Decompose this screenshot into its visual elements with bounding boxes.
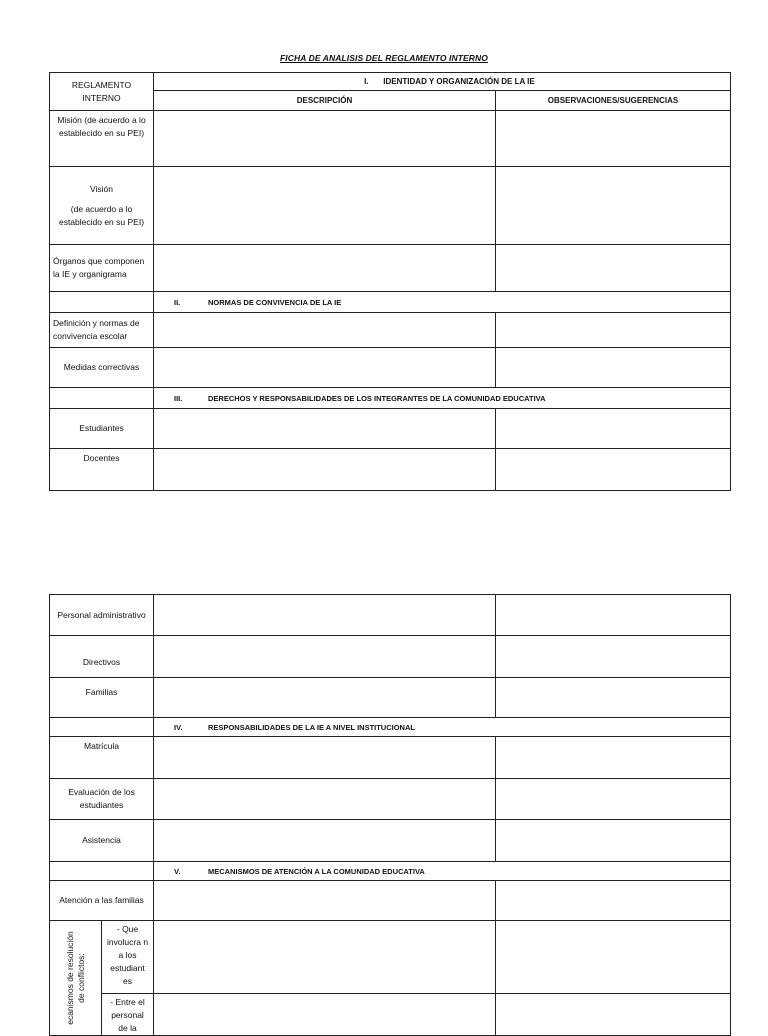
row-label-definicion: Definición y normas de convivencia escolar bbox=[50, 313, 154, 348]
sub-label-personal: - Entre el personal de la bbox=[102, 994, 154, 1036]
row-label-organos: Órganos que componen la IE y organigrama bbox=[50, 245, 154, 292]
cell-description[interactable] bbox=[154, 678, 496, 718]
cell-observations[interactable] bbox=[496, 881, 731, 921]
analysis-table-part-1 bbox=[49, 72, 731, 491]
section-header-4 bbox=[154, 718, 731, 737]
cell-observations[interactable] bbox=[496, 779, 731, 820]
row-label-atencion: Atención a las familias bbox=[50, 881, 154, 921]
mecanismos-vertical-label bbox=[65, 931, 87, 1025]
section-number: II. bbox=[174, 297, 181, 307]
cell-observations[interactable] bbox=[496, 737, 731, 779]
mecanismos-line-1: ecanismos de resolución bbox=[64, 931, 75, 1025]
section-header-1 bbox=[154, 73, 731, 91]
row-label-medidas: Medidas correctivas bbox=[50, 348, 154, 388]
row-label-docentes: Docentes bbox=[50, 449, 154, 491]
row-label-mision: Misión (de acuerdo a lo establecido en su PEI) bbox=[50, 111, 154, 167]
cell-description[interactable] bbox=[154, 881, 496, 921]
section-number: I. bbox=[364, 77, 369, 86]
document-title: FICHA DE ANALISIS DEL REGLAMENTO INTERNO bbox=[279, 53, 488, 63]
row-label-vision bbox=[50, 167, 154, 245]
row-label-familias: Familias bbox=[50, 678, 154, 718]
cell-description[interactable] bbox=[154, 921, 496, 994]
row-label-estudiantes: Estudiantes bbox=[50, 409, 154, 449]
cell-description[interactable] bbox=[154, 167, 496, 245]
column-header-description: DESCRIPCIÓN bbox=[154, 91, 496, 111]
section-header-3 bbox=[154, 388, 731, 409]
cell-observations[interactable] bbox=[496, 409, 731, 449]
cell-observations[interactable] bbox=[496, 678, 731, 718]
section-title: DERECHOS Y RESPONSABILIDADES DE LOS INTEGRANTES DE LA COMUNIDAD EDUCATIVA bbox=[208, 393, 546, 403]
cell-observations[interactable] bbox=[496, 111, 731, 167]
section-title: RESPONSABILIDADES DE LA IE A NIVEL INSTITUCIONAL bbox=[208, 722, 415, 732]
vision-note: (de acuerdo a lo establecido en su PEI) bbox=[58, 203, 145, 227]
section-label-empty bbox=[50, 718, 154, 737]
cell-description[interactable] bbox=[154, 737, 496, 779]
section-number: IV. bbox=[174, 722, 183, 732]
section-label-empty bbox=[50, 388, 154, 409]
mecanismos-line-2: de conflictos: bbox=[75, 953, 86, 1003]
row-label-mecanismos bbox=[50, 921, 102, 1036]
row-label-evaluacion: Evaluación de los estudiantes bbox=[50, 779, 154, 820]
cell-description[interactable] bbox=[154, 820, 496, 862]
cell-observations[interactable] bbox=[496, 348, 731, 388]
analysis-table-part-2 bbox=[49, 594, 731, 1036]
cell-description[interactable] bbox=[154, 636, 496, 678]
cell-description[interactable] bbox=[154, 994, 496, 1036]
row-label-personal: Personal administrativo bbox=[50, 595, 154, 636]
vision-label: Visión bbox=[90, 183, 113, 194]
cell-description[interactable] bbox=[154, 313, 496, 348]
row-label-asistencia: Asistencia bbox=[50, 820, 154, 862]
cell-observations[interactable] bbox=[496, 167, 731, 245]
cell-description[interactable] bbox=[154, 409, 496, 449]
section-number: V. bbox=[174, 866, 181, 876]
column-header-observations: OBSERVACIONES/SUGERENCIAS bbox=[496, 91, 731, 111]
cell-description[interactable] bbox=[154, 779, 496, 820]
section-label-empty bbox=[50, 292, 154, 313]
cell-observations[interactable] bbox=[496, 245, 731, 292]
section-header-2 bbox=[154, 292, 731, 313]
sub-label-estudiantes: - Que involucra n a los estudiant es bbox=[102, 921, 154, 994]
cell-description[interactable] bbox=[154, 348, 496, 388]
section-title: NORMAS DE CONVIVENCIA DE LA IE bbox=[208, 297, 342, 307]
cell-observations[interactable] bbox=[496, 313, 731, 348]
cell-observations[interactable] bbox=[496, 449, 731, 491]
cell-observations[interactable] bbox=[496, 994, 731, 1036]
cell-observations[interactable] bbox=[496, 636, 731, 678]
corner-header: REGLAMENTO INTERNO bbox=[50, 73, 154, 111]
row-label-directivos: Directivos bbox=[50, 636, 154, 678]
section-header-5 bbox=[154, 862, 731, 881]
cell-description[interactable] bbox=[154, 111, 496, 167]
cell-description[interactable] bbox=[154, 595, 496, 636]
section-title: MECANISMOS DE ATENCIÓN A LA COMUNIDAD EDUCATIVA bbox=[208, 866, 425, 876]
section-number: III. bbox=[174, 393, 183, 403]
cell-description[interactable] bbox=[154, 245, 496, 292]
cell-observations[interactable] bbox=[496, 595, 731, 636]
cell-observations[interactable] bbox=[496, 921, 731, 994]
cell-observations[interactable] bbox=[496, 820, 731, 862]
row-label-matricula: Matrícula bbox=[50, 737, 154, 779]
section-title: IDENTIDAD Y ORGANIZACIÓN DE LA IE bbox=[383, 77, 535, 86]
section-label-empty bbox=[50, 862, 154, 881]
cell-description[interactable] bbox=[154, 449, 496, 491]
